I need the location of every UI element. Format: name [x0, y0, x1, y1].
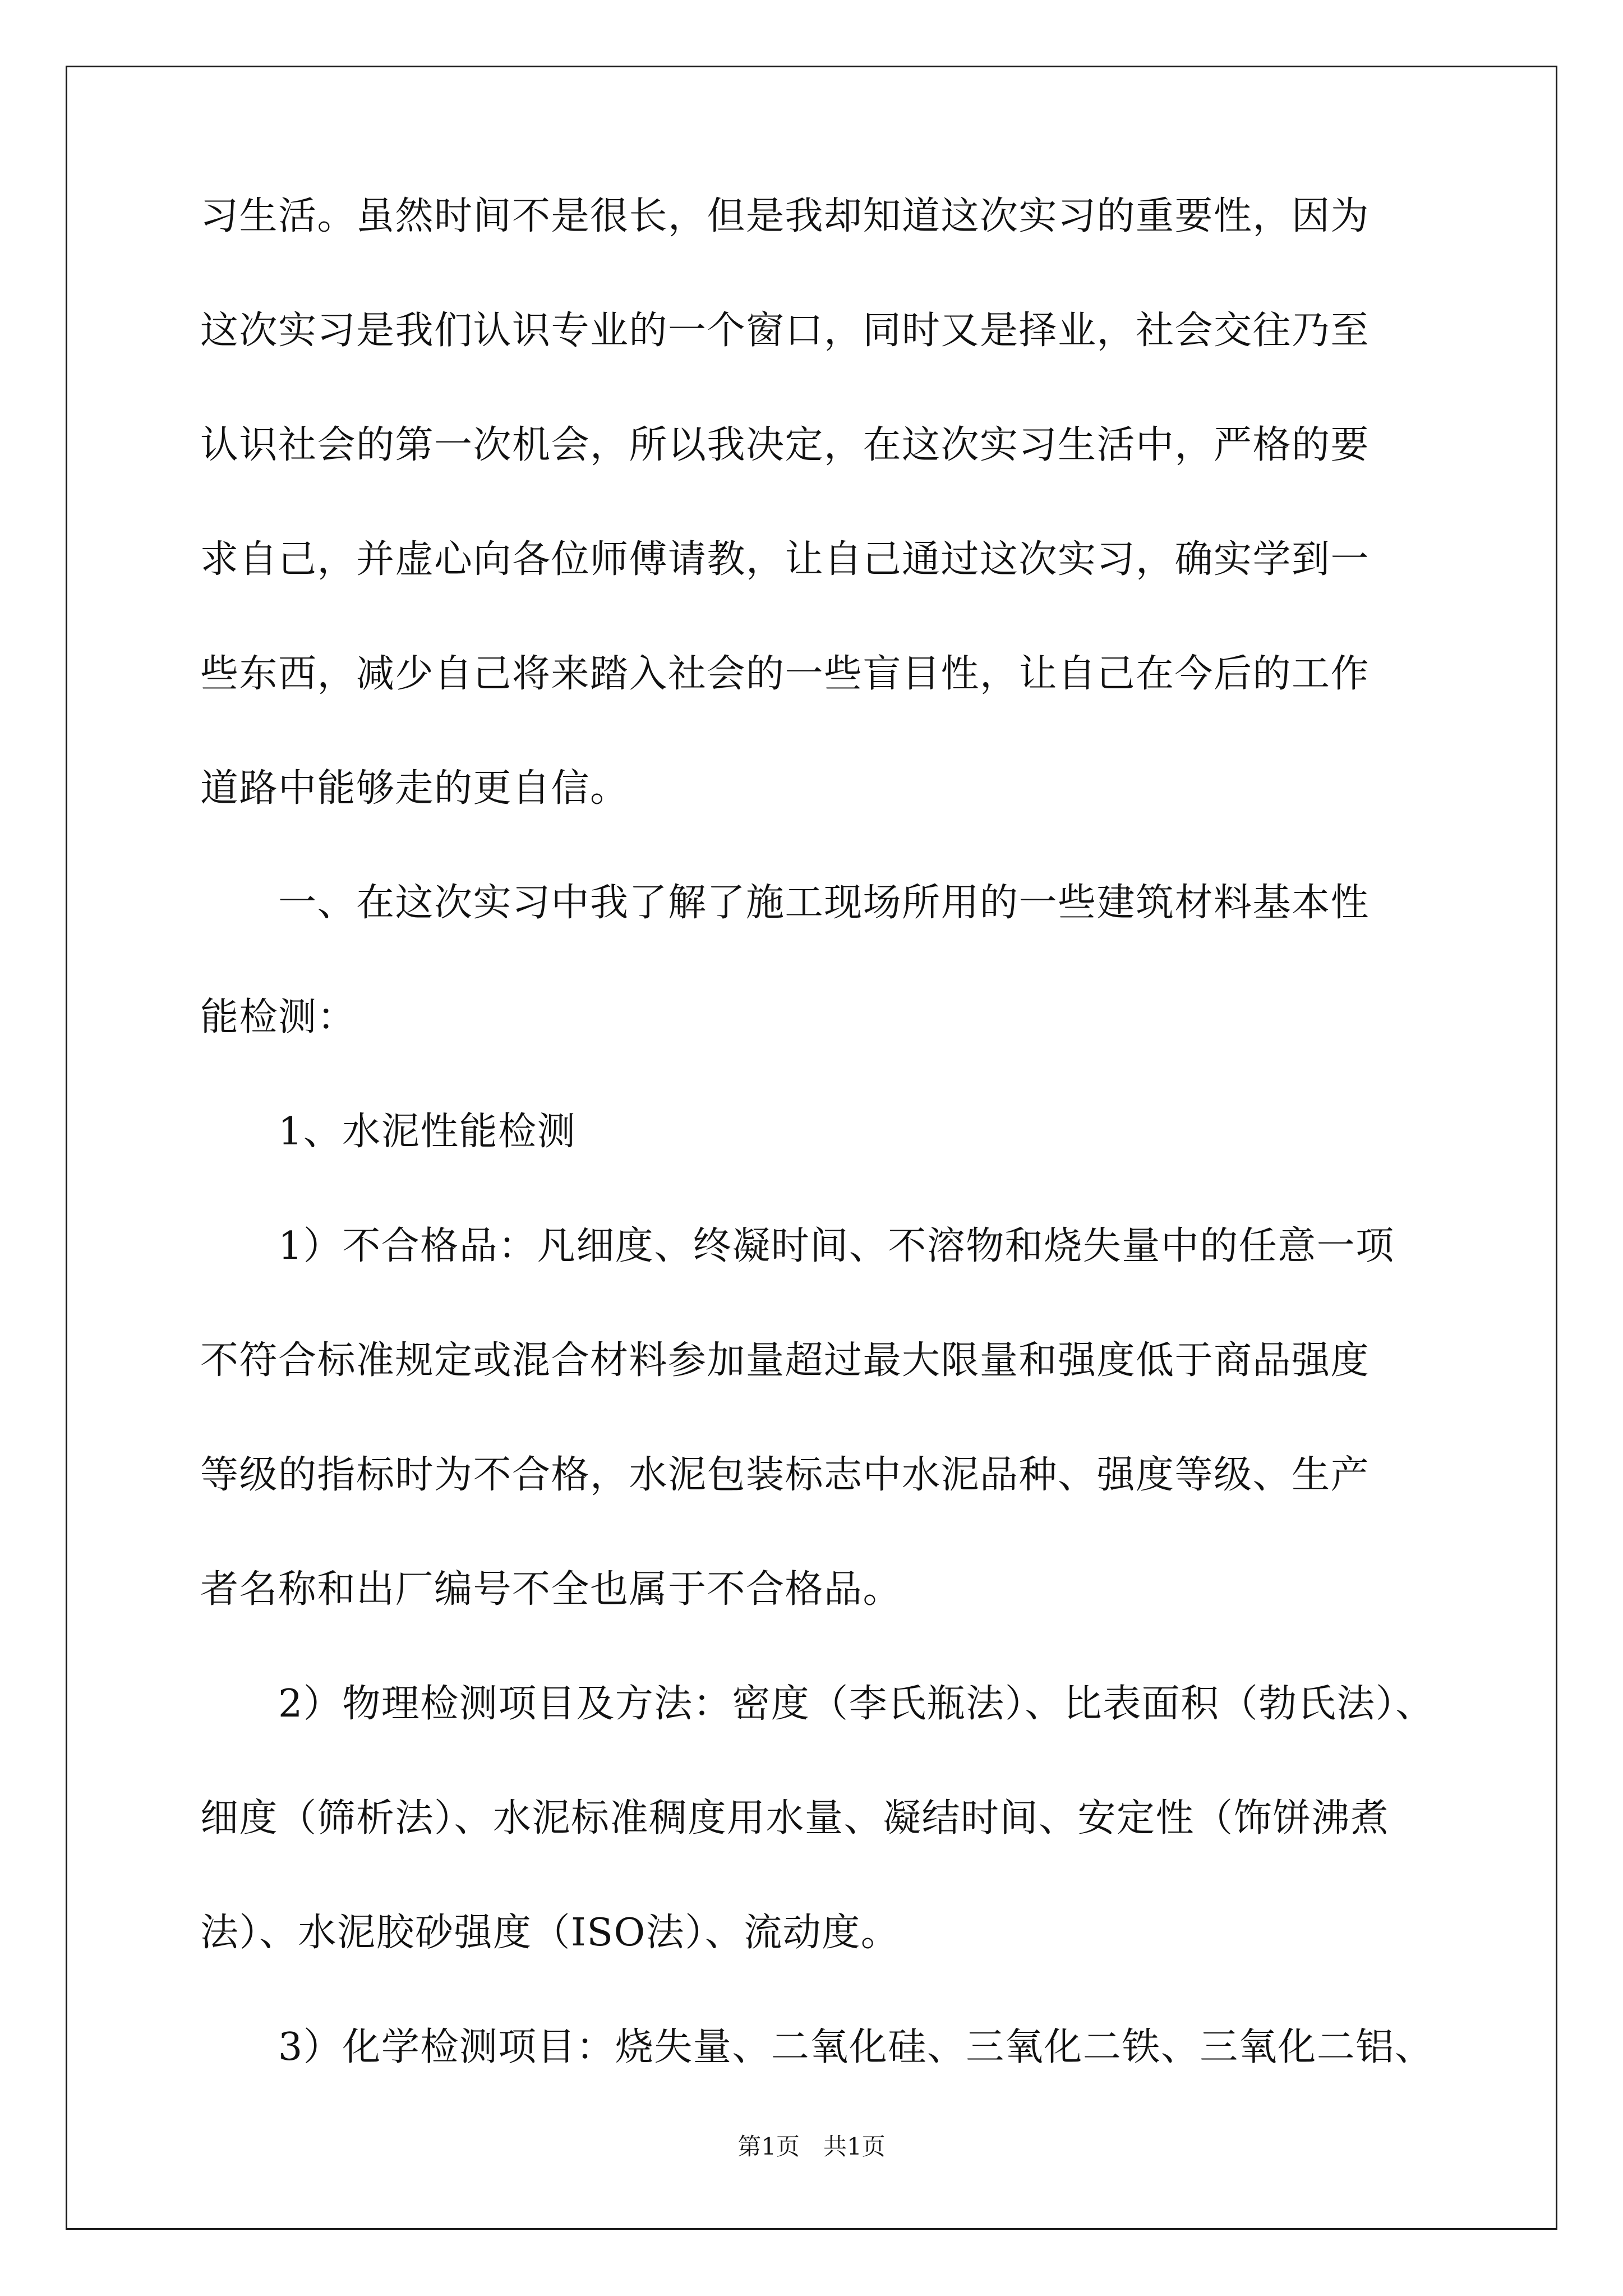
document-body — [200, 194, 1484, 2143]
text-line: 等级的指标时为不合格，水泥包装标志中水泥品种、强度等级、生产 — [200, 1453, 1370, 1497]
text-line: 不符合标准规定或混合材料参加量超过最大限量和强度低于商品强度 — [200, 1338, 1370, 1383]
text-line: 法）、水泥胶砂强度（ISO法）、流动度。 — [200, 1911, 900, 1955]
text-line: 细度（筛析法）、水泥标准稠度用水量、凝结时间、安定性（饰饼沸煮 — [200, 1796, 1390, 1841]
text-line: 这次实习是我们认识专业的一个窗口，同时又是择业，社会交往乃至 — [200, 309, 1370, 353]
text-line: 道路中能够走的更自信。 — [200, 766, 629, 811]
text-line: 2）物理检测项目及方法：密度（李氏瓶法）、比表面积（勃氏法）、 — [200, 1682, 1435, 1726]
text-line: 1）不合格品：凡细度、终凝时间、不溶物和烧失量中的任意一项 — [200, 1224, 1395, 1268]
text-line: 一、在这次实习中我了解了施工现场所用的一些建筑材料基本性 — [200, 881, 1370, 925]
text-line: 认识社会的第一次机会，所以我决定，在这次实习生活中，严格的要 — [200, 423, 1370, 467]
text-line: 者名称和出厂编号不全也属于不合格品。 — [200, 1567, 902, 1612]
page-footer: 第1页 共1页 — [737, 2133, 886, 2160]
text-line: 1、水泥性能检测 — [200, 1110, 577, 1154]
text-line: 习生活。虽然时间不是很长，但是我却知道这次实习的重要性，因为 — [200, 194, 1370, 238]
text-line: 3）化学检测项目：烧失量、二氧化硅、三氧化二铁、三氧化二铝、 — [200, 2025, 1434, 2069]
text-line: 能检测： — [200, 995, 357, 1039]
text-line: 些东西，减少自己将来踏入社会的一些盲目性，让自己在今后的工作 — [200, 652, 1370, 696]
text-line: 求自己，并虚心向各位师傅请教，让自己通过这次实习，确实学到一 — [200, 537, 1370, 582]
